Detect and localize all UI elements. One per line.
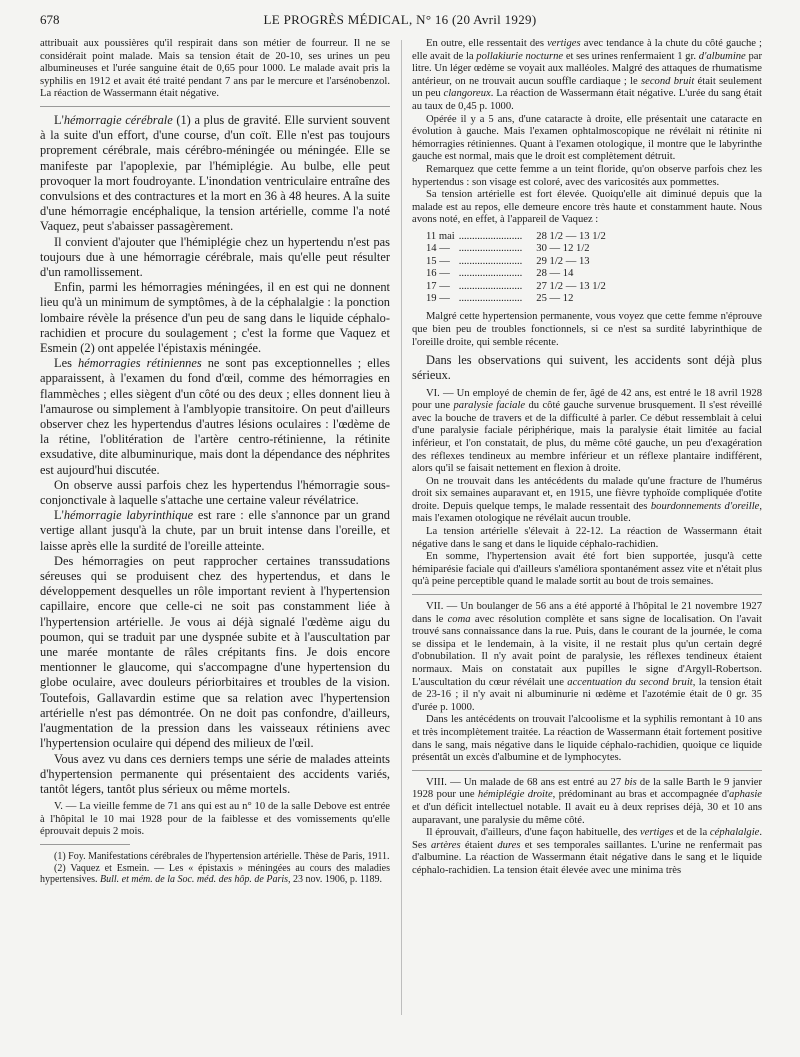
paragraph-labyrinthine-hemorrhage: L'hémorragie labyrinthique est rare : elle s'annonce par un grand vertige allant jusqu'à la chute, par un bruit intense dans l'oreille, et laisse après elle la surdité de l'oreille atteinte. [40,508,390,553]
paragraph-meningeal-hemorrhage: Enfin, parmi les hémorragies méningées, il en est qui ne donnent lieu qu'à un minimum de symptômes, à de la céphalalgie : la ponction lombaire révèle la présence d'un peu de sang dans le liquide céphalo-rachidien et procure du soulagement ; c'est la forme que Vaquez et Esmein (2) ont appelée l'épistaxis méningée. [40,280,390,356]
complexion-paragraph: Remarquez que cette femme a un teint floride, qu'on observe parfois chez les hypertendus : son visage est coloré, avec des varicosités aux pommettes. [412,163,762,188]
case-vii-paragraph: VII. — Un boulanger de 56 ans a été apporté à l'hôpital le 21 novembre 1927 dans le coma avec résolution complète et sans signe de localisation. On l'avait trouvé sans connaissance dans la rue. Puis, dans le courant de la journée, le coma se dissipa et le lendemain, à la visite, il ne restait plus qu'un certain degré d'obnubilation. Il n'y avait point de paralysie, les réflexes tendineux étaient normaux. Mais on constatait aux pupilles le signe d'Argyll-Robertson. L'auscultation du cœur révélait une accentuation du second bruit, la tension était de 23-16 ; il n'y avait ni albuminurie ni œdème et l'azotémie était de 0 gr. 35 d'urée p. 1000. [412,601,763,713]
case-vi-paragraph: VI. — Un employé de chemin de fer, âgé de 42 ans, est entré le 18 avril 1928 pour une paralysie faciale du côté gauche survenue brusquement. Il s'est réveillé avec la bouche de travers et de la difficulté à parler. Ce début ressemblait à celui d'une paralysie faciale périphérique, mais la paralysie était limitée au facial inférieur, et l'on constatait, de plus, du même côté gauche, un peu d'exagération des réflexes tendineux au membre inférieur et un réflexe plantaire indifférent, alors qu'il se faisait nettement en flexion à droite. [412,387,762,475]
table-row: 16 — ........................ 28 — 14 [426,268,574,280]
page-header [40,12,760,32]
paragraph-subconjunctival: On observe aussi parfois chez les hypertendus l'hémorragie sous-conjonctivale à laquelle s'attache une certaine valeur révélatrice. [40,477,390,508]
observations-intro: Dans les observations qui suivent, les accidents sont déjà plus sérieux. [412,353,762,383]
table-row: 11 mai ........................ 28 1/2 — 13 1/2 [426,230,606,242]
left-column [40,38,390,886]
section-rule [412,770,762,771]
footnote-1: (1) Foy. Manifestations cérébrales de l'hypertension artérielle. Thèse de Paris, 1911. [54,850,390,862]
case-vi-tension: La tension artérielle s'élevait à 22-12. La réaction de Wassermann était négative dans le sang et dans le liquide céphalo-rachidien. [412,526,762,550]
case-continuation-paragraph: attribuait aux poussières qu'il respirait dans son métier de fourreur. Il ne se considérait point malade. Mais sa tension était de 20-10, ses urines un peu albumineuses et l'urée sanguine était de 0,65 pour 1000. Le malade avait pris la syphilis en 1912 et avait été traité pendant 7 ans par le mercure et l'arsénobenzol. La réaction de Wassermann était négative. [40,38,390,100]
table-row: 19 — ........................ 25 — 12 [426,292,574,304]
case-vii-history: Dans les antécédents on trouvait l'alcoolisme et la syphilis remontant à 10 ans et très incomplètement traitée. La réaction de Wassermann était fortement positive dans le sang, mais négative dans le liquide céphalo-rachidien, quoique ce liquide présentât un excès d'albumine et de lymphocytes. [412,714,762,764]
table-row: 15 — ........................ 29 1/2 — 13 [426,255,590,267]
case-viii-symptoms: Il éprouvait, d'ailleurs, d'une façon habituelle, des vertiges et de la céphalalgie. Ses artères étaient dures et ses temporales saillantes. L'urine ne renfermait pas d'albumine. La réaction de Wassermann était négative dans le sang et le liquide céphalo-rachidien. La tension était élevée avec une minima très [412,827,762,876]
table-row: 17 — ........................ 27 1/2 — 13 1/2 [426,280,606,292]
paragraph-cerebral-hemorrhage: L'hémorragie cérébrale (1) a plus de gravité. Elle survient souvent à la suite d'un effort, d'une course, d'un coït. Elle n'est pas toujours proprement cérébrale, mais cérébro-méningée ou méningée. Elle se manifeste par l'apoplexie, par l'hémiplégie. Au bulbe, elle peut provoquer la mort foudroyante. L'inondation ventriculaire entraîne des convulsions et des contractures et la mort en 36 à 48 heures. A la suite d'une hémorragie encéphalique, la tension artérielle, comme l'a noté Vaquez, peut s'abaisser passagèrement. [40,112,390,234]
case-vi-summary: En somme, l'hypertension avait été fort bien supportée, jusqu'à cette hémiparésie faciale qui d'ailleurs s'améliora spontanément assez vite et n'était plus qu'à peine perceptible quand le malade sortit au bout de trois semaines. [412,551,762,588]
paragraph-retinal-hemorrhage: Les hémorragies rétiniennes ne sont pas exceptionnelles ; elles apparaissent, à l'examen du fond d'œil, comme des hémorragies en flammèches ; elles siègent d'un côté ou des deux ; elles donnent lieu à l'amaurose ou simplement à l'amblyopie transitoire. On peut d'ailleurs observer chez les hypertendus d'autres lésions oculaires : l'œdème de la rétine, l'oblitération de l'artère centro-rétinienne, la rétinite exsudative, dite albuminurique, mais dont la dépendance des néphrites est aujourd'hui discutée. [40,356,390,477]
term-hemorragie-cerebrale: hémorragie cérébrale [63,112,173,127]
section-rule [412,594,762,595]
blood-pressure-table [426,231,610,305]
hypertension-summary: Malgré cette hypertension permanente, vous voyez que cette femme n'éprouve que bien peu de troubles fonctionnels, si ce n'est sa surdité labyrinthique de l'oreille droite, qui semble récente. [412,311,762,348]
term-hemorragies-retiniennes: hémorragies rétiniennes [77,356,202,371]
column-divider [401,40,402,1015]
paragraph-hemiplegia: Il convient d'ajouter que l'hémiplégie chez un hypertendu n'est pas toujours due à une hémorragie cérébrale, mais qu'elle peut résulter d'un ramollissement. [40,234,390,279]
running-title: LE PROGRÈS MÉDICAL, N° 16 (20 Avril 1929) [263,12,537,27]
case-v-paragraph: V. — La vieille femme de 71 ans qui est au n° 10 de la salle Debove est entrée à l'hôpital le 10 mai 1928 pour de la faiblesse et des vomissements qu'elle éprouvait depuis 2 mois. [40,801,390,838]
footnote-rule [40,844,130,845]
paragraph-transudations: Des hémorragies on peut rapprocher certaines transsudations séreuses qui se produisent chez des hypertendus, et dans le développement desquelles un rôle important revient à l'hypertension capillaire, encore que celle-ci ne soit pas constamment liée à l'hypertension artérielle. Je vous ai déjà signalé l'œdème aigu du poumon, qui se traduit par une dyspnée subite et à l'auscultation par une marée montante de râles crépitants fins. Je dois encore mentionner le glaucome, qui s'accompagne d'une hypertension du globe oculaire, avec douleurs périorbitaires et troubles de la vision. Toutefois, Gallavardin estime que sa relation avec l'hypertension artérielle n'est pas démontrée. On ne doit pas confondre, d'ailleurs, l'augmentation de la pression dans les vaisseaux rétiniens avec l'hypertension oculaire qui dépend des milieux de l'œil. [40,553,390,751]
tension-paragraph: Sa tension artérielle est fort élevée. Quoiqu'elle ait diminué depuis que la malade est au repos, elle demeure encore très haute et constamment haute. Nous avons noté, en effet, à l'appareil de Vaquez : [412,189,762,226]
case-vi-history: On ne trouvait dans les antécédents du malade qu'une fracture de l'humérus droit six semaines auparavant et, en 1915, une fièvre typhoïde compliquée d'otite droite. Depuis quelque temps, le malade ressentait des bourdonnements d'oreille, mais l'examen otologique ne révélait aucun trouble. [412,475,762,525]
paragraph-series-intro: Vous avez vu dans ces derniers temps une série de malades atteints d'hypertension permanente qui présentaient des accidents variés, tantôt légers, tantôt plus sérieux ou même mortels. [40,751,390,796]
table-row: 14 — ........................ 30 — 12 1/2 [426,243,590,255]
page-number: 678 [40,12,60,27]
footnote-2: (2) Vaquez et Esmein. — Les « épistaxis » méningées au cours des maladies hypertensives. Bull. et mém. de la Soc. méd. des hôp. de Paris, 23 nov. 1906, p. 1189. [40,862,390,886]
cataract-paragraph: Opérée il y a 5 ans, d'une cataracte à droite, elle présentait une cataracte en évolution à gauche. Mais l'examen ophtalmoscopique ne révélait ni rétinite ni hémorragies rétiniennes. Quant à l'examen otologique, il montre que le labyrinthe gauche est normal, mais que le droit est complètement détruit. [412,113,762,163]
case-viii-paragraph: VIII. — Un malade de 68 ans est entré au 27 bis de la salle Barth le 9 janvier 1928 pour une hémiplégie droite, prédominant au bras et accompagnée d'aphasie et d'un déficit intellectuel notable. Il avait eu à deux reprises déjà, 30 et 10 ans auparavant, une paralysie du même côté. [412,776,762,826]
case-v-continuation: En outre, elle ressentait des vertiges avec tendance à la chute du côté gauche ; elle avait de la pollakiurie nocturne et ses urines renfermaient 1 gr. d'albumine par litre. Un léger œdème se voyait aux malléoles. Malgré des attaques de rhumatisme antérieur, on ne trouvait aucun souffle cardiaque ; le second bruit était seulement un peu clangoreux. La réaction de Wassermann était négative. L'urée du sang était au taux de 0,45 p. 1000. [412,38,762,112]
term-hemorragie-labyrinthique: hémorragie labyrinthique [63,508,194,523]
right-column [412,38,762,878]
section-rule [40,106,390,107]
